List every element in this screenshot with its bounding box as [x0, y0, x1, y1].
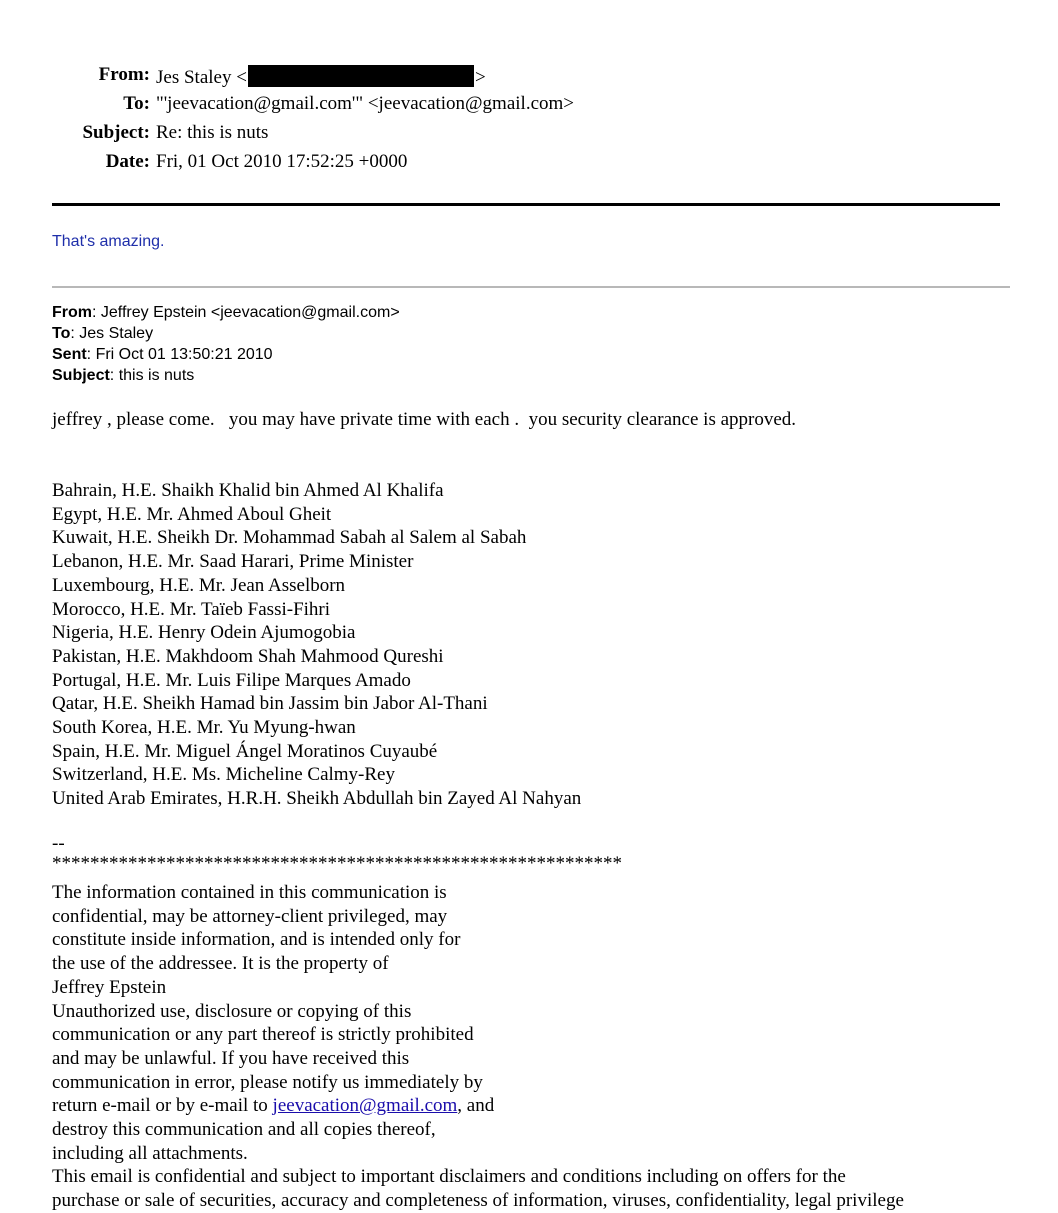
list-item: Nigeria, H.E. Henry Odein Ajumogobia — [52, 622, 356, 644]
subject-label: Subject: — [82, 122, 150, 143]
list-item: Spain, H.E. Mr. Miguel Ángel Moratinos Cuyaubé — [52, 740, 438, 762]
disclaimer-line: The information contained in this communication is — [52, 882, 447, 903]
list-item: Luxembourg, H.E. Mr. Jean Asselborn — [52, 574, 346, 596]
list-item: Pakistan, H.E. Makhdoom Shah Mahmood Qureshi — [52, 645, 444, 667]
return-suffix: , and — [457, 1095, 495, 1117]
minister-list — [52, 479, 581, 811]
header-divider — [52, 203, 1000, 206]
list-item: Qatar, H.E. Sheikh Hamad bin Jassim bin Jabor Al-Thani — [52, 693, 488, 715]
list-item: United Arab Emirates, H.R.H. Sheikh Abdullah bin Zayed Al Nahyan — [52, 788, 582, 810]
disclaimer-line: the use of the addressee. It is the property of — [52, 953, 389, 975]
fwd-sent-row — [52, 344, 400, 365]
date-label: Date: — [105, 151, 150, 172]
fwd-from-row — [52, 302, 400, 323]
signature-stars: ************************************************************ — [52, 853, 622, 874]
list-item: Lebanon, H.E. Mr. Saad Harari, Prime Minister — [52, 551, 414, 573]
fwd-from-label: From — [52, 304, 92, 321]
disclaimer-line: communication or any part thereof is strictly prohibited — [52, 1024, 474, 1046]
list-item: Bahrain, H.E. Shaikh Khalid bin Ahmed Al Khalifa — [52, 480, 444, 501]
subject-value: Re: this is nuts — [156, 122, 269, 143]
list-item: Morocco, H.E. Mr. Taïeb Fassi-Fihri — [52, 598, 331, 620]
disclaimer-return-line — [52, 1094, 904, 1118]
fwd-subject-row — [52, 365, 400, 386]
disclaimer-line: confidential, may be attorney-client privileged, may — [52, 905, 448, 927]
disclaimer-final-line: This email is confidential and subject to important disclaimers and conditions including on offers for the — [52, 1166, 846, 1188]
signature-dash: -- — [52, 833, 65, 854]
fwd-to-value: : Jes Staley — [70, 325, 154, 342]
email-link[interactable]: jeevacation@gmail.com — [272, 1095, 458, 1117]
list-item: Portugal, H.E. Mr. Luis Filipe Marques Amado — [52, 669, 411, 691]
redaction-block — [248, 65, 474, 87]
fwd-to-row — [52, 323, 400, 344]
disclaimer-line: including all attachments. — [52, 1142, 248, 1164]
disclaimer — [52, 881, 904, 1213]
fwd-to-label: To — [52, 325, 71, 342]
to-label: To: — [123, 93, 150, 114]
from-name: Jes Staley < — [156, 67, 247, 88]
fwd-sent-value: : Fri Oct 01 13:50:21 2010 — [86, 346, 273, 363]
fwd-sent-label: Sent — [52, 346, 87, 363]
fwd-subject-label: Subject — [52, 367, 110, 384]
fwd-subject-value: : this is nuts — [109, 367, 195, 384]
quote-divider — [52, 286, 1010, 288]
disclaimer-line: Unauthorized use, disclosure or copying of this — [52, 1000, 412, 1022]
return-prefix: return e-mail or by e-mail to — [52, 1095, 273, 1117]
from-label: From: — [98, 64, 150, 85]
disclaimer-line: destroy this communication and all copies thereof, — [52, 1119, 436, 1141]
list-item: Switzerland, H.E. Ms. Micheline Calmy-Rey — [52, 764, 395, 786]
disclaimer-line: constitute inside information, and is intended only for — [52, 929, 461, 951]
disclaimer-line: communication in error, please notify us immediately by — [52, 1071, 483, 1093]
fwd-from-value: : Jeffrey Epstein <jeevacation@gmail.com> — [92, 304, 400, 321]
signature — [52, 834, 622, 874]
list-item: South Korea, H.E. Mr. Yu Myung-hwan — [52, 717, 356, 739]
disclaimer-cut-line: purchase or sale of securities, accuracy and completeness of information, viruses, confidentiality, legal privilege — [52, 1190, 904, 1212]
date-value: Fri, 01 Oct 2010 17:52:25 +0000 — [156, 151, 408, 172]
to-value: "'jeevacation@gmail.com'" <jeevacation@gmail.com> — [156, 93, 574, 114]
list-item: Egypt, H.E. Mr. Ahmed Aboul Gheit — [52, 503, 332, 525]
message-intro: jeffrey , please come. you may have private time with each . you security clearance is approved. — [52, 409, 797, 430]
list-item: Kuwait, H.E. Sheikh Dr. Mohammad Sabah al Salem al Sabah — [52, 527, 527, 549]
from-close: > — [474, 67, 486, 88]
reply-text: That's amazing. — [52, 233, 165, 250]
from-value — [156, 65, 486, 88]
disclaimer-line: and may be unlawful. If you have received this — [52, 1047, 410, 1069]
forwarded-header — [52, 302, 400, 386]
disclaimer-line: Jeffrey Epstein — [52, 976, 167, 998]
